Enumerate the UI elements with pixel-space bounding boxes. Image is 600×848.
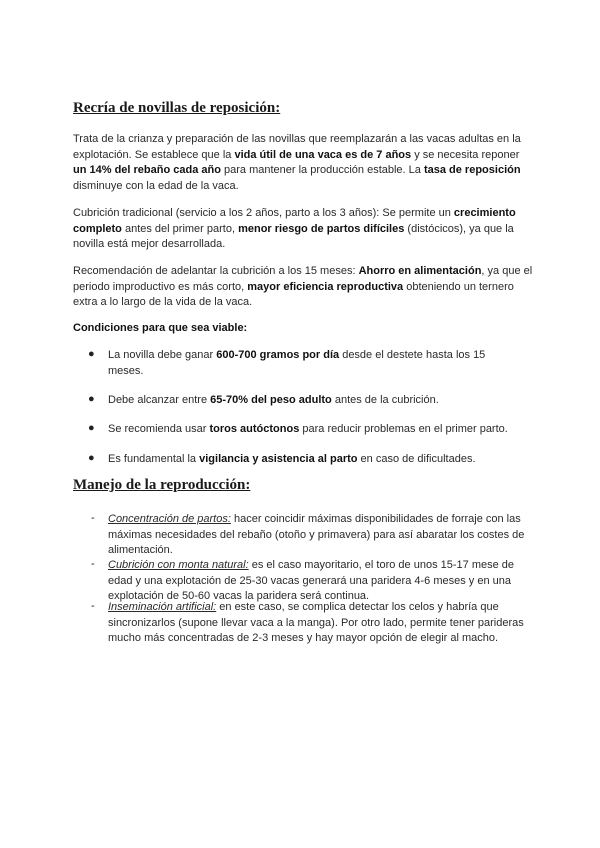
- text-span: La novilla debe ganar: [108, 349, 217, 361]
- text-span: Debe alcanzar entre: [108, 394, 211, 406]
- condition-item: [108, 422, 518, 438]
- text-span: Recomendación de adelantar la cubrición a los 15 meses:: [73, 265, 359, 277]
- bold-span: toros autóctonos: [209, 423, 300, 435]
- text-span: en caso de dificultades.: [357, 453, 476, 465]
- reproduction-item: [108, 600, 528, 647]
- bold-span: vida útil de una vaca es de 7 años: [234, 148, 412, 161]
- text-span: desde el destete hasta los 15 meses.: [108, 349, 486, 377]
- bold-span: crecimiento completo: [73, 207, 516, 235]
- bold-span: menor riesgo de partos difíciles: [238, 222, 405, 235]
- text-span: para mantener la producción estable. La: [220, 164, 424, 176]
- dash-marker: -: [91, 600, 95, 612]
- text-span: Cubrición tradicional (servicio a los 2 años, parto a los 3 años): Se permite un: [73, 207, 454, 219]
- text-span: , ya que el periodo improductivo es más corto,: [73, 265, 533, 293]
- reproduction-item: [108, 512, 528, 559]
- dash-marker: -: [91, 512, 95, 524]
- traditional-paragraph: [73, 206, 533, 253]
- bold-span: 65-70% del peso adulto: [210, 394, 332, 406]
- bold-span: 600-700 gramos por día: [216, 349, 340, 361]
- condition-item: [108, 393, 518, 409]
- text-span: Se recomienda usar: [108, 423, 210, 435]
- bold-span: mayor eficiencia reproductiva: [247, 280, 404, 293]
- text-span: antes de la cubrición.: [331, 394, 439, 406]
- section-title-recria: Recría de novillas de reposición:: [73, 100, 281, 116]
- bullet-icon: ●: [88, 393, 95, 405]
- term-span: Inseminación artificial:: [108, 601, 217, 613]
- text-span: Trata de la crianza y preparación de las novillas que reemplazarán a las vacas adultas en la explotación. Se establece que la: [73, 133, 521, 161]
- text-span: y se necesita reponer: [411, 148, 520, 161]
- text-span: en este caso, se complica detectar los celos y habría que sincronizarlos (supone llevar vaca a la manga). Por otro lado, permite tener parideras mucho más concentradas de 2-3 meses y hay mayor opción de elegir al macho.: [108, 601, 524, 644]
- text-span: obteniendo un ternero extra a lo largo de la vida de la vaca.: [73, 280, 514, 308]
- text-span: Es fundamental la: [108, 453, 200, 465]
- text-span: disminuye con la edad de la vaca.: [73, 179, 239, 192]
- conditions-heading: Condiciones para que sea viable:: [73, 322, 248, 334]
- section-title-reproduccion: Manejo de la reproducción:: [73, 477, 251, 493]
- bullet-icon: ●: [88, 452, 95, 464]
- dash-marker: -: [91, 558, 95, 570]
- term-span: Cubrición con monta natural:: [108, 559, 249, 571]
- text-span: es el caso mayoritario, el toro de unos 15-17 mese de edad y una explotación de 25-30 vacas generará una paridera 4-6 meses y en una explotación de 50-60 vacas la paridera será continua.: [108, 559, 515, 602]
- bullet-icon: ●: [88, 348, 95, 360]
- text-span: (distócicos), ya que la novilla está mejor desarrollada.: [73, 222, 514, 250]
- term-span: Concentración de partos:: [108, 513, 231, 525]
- condition-item: [108, 348, 518, 379]
- reproduction-item: [108, 558, 528, 605]
- bold-span: Ahorro en alimentación: [358, 265, 482, 277]
- recommendation-paragraph: [73, 264, 533, 311]
- intro-paragraph: [73, 132, 533, 194]
- text-span: hacer coincidir máximas disponibilidades de forraje con las máximas necesidades del rebaño (otoño y primavera) para así abaratar los costes de alimentación.: [108, 513, 525, 556]
- text-span: antes del primer parto,: [121, 222, 239, 235]
- bullet-icon: ●: [88, 422, 95, 434]
- bold-span: vigilancia y asistencia al parto: [199, 453, 358, 465]
- bold-span: tasa de reposición: [423, 164, 521, 176]
- bold-span: un 14% del rebaño cada año: [73, 164, 221, 176]
- condition-item: [108, 452, 518, 468]
- text-span: para reducir problemas en el primer parto.: [299, 423, 508, 435]
